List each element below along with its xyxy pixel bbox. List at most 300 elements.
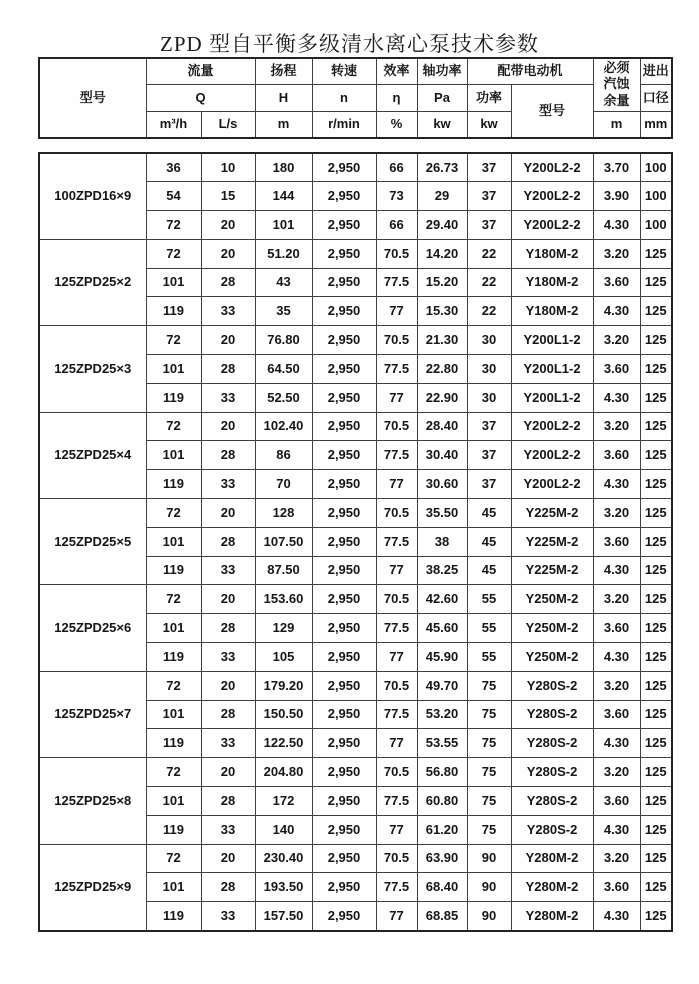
data-cell-npsh-m: 4.30 — [593, 815, 640, 844]
data-cell-q-m3h: 72 — [146, 499, 201, 528]
data-cell-efficiency-pct: 70.5 — [376, 499, 417, 528]
pump-model-cell: 100ZPD16×9 — [39, 153, 146, 239]
data-cell-port-dn-mm: 125 — [640, 499, 672, 528]
data-cell-motor-power-kw: 75 — [467, 729, 511, 758]
data-cell-motor-model: Y280S-2 — [511, 729, 593, 758]
header-row-1 — [39, 58, 672, 85]
data-cell-npsh-m: 3.20 — [593, 585, 640, 614]
data-cell-q-m3h: 119 — [146, 815, 201, 844]
header-head-unit: m — [255, 111, 312, 138]
data-cell-efficiency-pct: 70.5 — [376, 412, 417, 441]
header-flow-unit-ls: L/s — [201, 111, 255, 138]
data-cell-efficiency-pct: 77 — [376, 470, 417, 499]
data-cell-efficiency-pct: 70.5 — [376, 585, 417, 614]
data-cell-npsh-m: 3.60 — [593, 441, 640, 470]
data-cell-motor-power-kw: 22 — [467, 239, 511, 268]
data-cell-q-ls: 33 — [201, 902, 255, 931]
data-cell-speed-rpm: 2,950 — [312, 297, 376, 326]
data-cell-motor-power-kw: 37 — [467, 441, 511, 470]
data-cell-q-m3h: 72 — [146, 211, 201, 240]
data-cell-npsh-m: 3.60 — [593, 700, 640, 729]
data-cell-q-m3h: 36 — [146, 153, 201, 182]
pump-model-cell: 125ZPD25×2 — [39, 239, 146, 325]
data-cell-motor-power-kw: 37 — [467, 182, 511, 211]
data-cell-efficiency-pct: 73 — [376, 182, 417, 211]
data-cell-head-m: 107.50 — [255, 527, 312, 556]
data-cell-port-dn-mm: 125 — [640, 758, 672, 787]
data-cell-q-ls: 20 — [201, 239, 255, 268]
pump-model-cell: 125ZPD25×4 — [39, 412, 146, 498]
data-cell-motor-model: Y200L1-2 — [511, 326, 593, 355]
table-row — [39, 326, 672, 355]
data-cell-npsh-m: 4.30 — [593, 643, 640, 672]
data-cell-q-m3h: 101 — [146, 787, 201, 816]
data-cell-port-dn-mm: 125 — [640, 671, 672, 700]
data-cell-q-m3h: 72 — [146, 412, 201, 441]
header-flow-label: 流量 — [146, 58, 255, 85]
data-cell-speed-rpm: 2,950 — [312, 182, 376, 211]
data-cell-q-ls: 20 — [201, 585, 255, 614]
data-cell-head-m: 204.80 — [255, 758, 312, 787]
data-cell-motor-power-kw: 22 — [467, 268, 511, 297]
pump-model-cell: 125ZPD25×9 — [39, 844, 146, 930]
data-cell-q-ls: 20 — [201, 844, 255, 873]
data-cell-shaft-power-kw: 21.30 — [417, 326, 467, 355]
header-shaft-power-unit: kw — [417, 111, 467, 138]
data-cell-speed-rpm: 2,950 — [312, 556, 376, 585]
header-efficiency-unit: % — [376, 111, 417, 138]
data-cell-npsh-m: 3.20 — [593, 326, 640, 355]
data-cell-motor-model: Y180M-2 — [511, 297, 593, 326]
table-row — [39, 412, 672, 441]
data-cell-head-m: 179.20 — [255, 671, 312, 700]
data-cell-motor-model: Y200L2-2 — [511, 441, 593, 470]
data-cell-npsh-m: 4.30 — [593, 297, 640, 326]
data-cell-q-ls: 20 — [201, 499, 255, 528]
data-cell-shaft-power-kw: 35.50 — [417, 499, 467, 528]
data-cell-q-ls: 33 — [201, 729, 255, 758]
data-cell-npsh-m: 4.30 — [593, 556, 640, 585]
pump-model-cell: 125ZPD25×3 — [39, 326, 146, 412]
table-row — [39, 499, 672, 528]
data-cell-motor-power-kw: 75 — [467, 700, 511, 729]
data-cell-motor-power-kw: 45 — [467, 527, 511, 556]
data-cell-efficiency-pct: 70.5 — [376, 239, 417, 268]
data-cell-port-dn-mm: 125 — [640, 239, 672, 268]
data-cell-npsh-m: 4.30 — [593, 729, 640, 758]
data-cell-port-dn-mm: 125 — [640, 614, 672, 643]
data-cell-efficiency-pct: 77 — [376, 815, 417, 844]
data-cell-q-m3h: 72 — [146, 585, 201, 614]
data-cell-motor-power-kw: 30 — [467, 355, 511, 384]
data-cell-motor-power-kw: 30 — [467, 383, 511, 412]
data-cell-shaft-power-kw: 29.40 — [417, 211, 467, 240]
data-cell-shaft-power-kw: 60.80 — [417, 787, 467, 816]
header-port-label-line1: 进出 — [640, 58, 672, 85]
data-cell-npsh-m: 3.60 — [593, 268, 640, 297]
data-cell-efficiency-pct: 77.5 — [376, 700, 417, 729]
data-cell-head-m: 51.20 — [255, 239, 312, 268]
data-cell-motor-power-kw: 90 — [467, 902, 511, 931]
data-cell-port-dn-mm: 100 — [640, 182, 672, 211]
header-efficiency-symbol: η — [376, 85, 417, 112]
data-cell-efficiency-pct: 66 — [376, 153, 417, 182]
data-cell-port-dn-mm: 125 — [640, 873, 672, 902]
data-cell-q-ls: 33 — [201, 383, 255, 412]
data-cell-q-ls: 28 — [201, 873, 255, 902]
table-row — [39, 844, 672, 873]
data-cell-q-ls: 15 — [201, 182, 255, 211]
data-cell-motor-model: Y200L2-2 — [511, 412, 593, 441]
data-cell-q-m3h: 101 — [146, 441, 201, 470]
data-cell-speed-rpm: 2,950 — [312, 268, 376, 297]
data-cell-motor-power-kw: 45 — [467, 499, 511, 528]
header-motor-label: 配带电动机 — [467, 58, 593, 85]
data-cell-speed-rpm: 2,950 — [312, 441, 376, 470]
data-cell-motor-power-kw: 37 — [467, 153, 511, 182]
data-cell-npsh-m: 4.30 — [593, 470, 640, 499]
data-cell-speed-rpm: 2,950 — [312, 729, 376, 758]
data-cell-motor-power-kw: 75 — [467, 815, 511, 844]
data-cell-efficiency-pct: 77.5 — [376, 441, 417, 470]
data-cell-speed-rpm: 2,950 — [312, 470, 376, 499]
data-cell-port-dn-mm: 125 — [640, 556, 672, 585]
data-cell-motor-model: Y200L1-2 — [511, 355, 593, 384]
data-cell-speed-rpm: 2,950 — [312, 902, 376, 931]
data-cell-head-m: 193.50 — [255, 873, 312, 902]
data-cell-motor-model: Y280M-2 — [511, 902, 593, 931]
data-cell-q-m3h: 72 — [146, 844, 201, 873]
data-cell-port-dn-mm: 125 — [640, 902, 672, 931]
data-cell-head-m: 144 — [255, 182, 312, 211]
data-cell-motor-model: Y200L2-2 — [511, 211, 593, 240]
data-cell-npsh-m: 3.70 — [593, 153, 640, 182]
data-cell-head-m: 87.50 — [255, 556, 312, 585]
data-cell-npsh-m: 4.30 — [593, 211, 640, 240]
data-cell-q-ls: 33 — [201, 556, 255, 585]
data-cell-npsh-m: 3.20 — [593, 412, 640, 441]
data-cell-npsh-m: 3.20 — [593, 671, 640, 700]
data-cell-q-ls: 28 — [201, 527, 255, 556]
data-cell-head-m: 128 — [255, 499, 312, 528]
data-cell-q-m3h: 119 — [146, 470, 201, 499]
data-cell-motor-model: Y180M-2 — [511, 268, 593, 297]
data-cell-port-dn-mm: 100 — [640, 153, 672, 182]
data-cell-efficiency-pct: 70.5 — [376, 758, 417, 787]
data-cell-motor-model: Y200L2-2 — [511, 470, 593, 499]
header-flow-symbol: Q — [146, 85, 255, 112]
data-cell-npsh-m: 3.60 — [593, 787, 640, 816]
data-cell-head-m: 157.50 — [255, 902, 312, 931]
data-cell-q-ls: 20 — [201, 758, 255, 787]
header-npsh-label: 必须汽蚀余量 — [593, 58, 640, 111]
data-cell-q-ls: 20 — [201, 671, 255, 700]
data-cell-q-ls: 28 — [201, 268, 255, 297]
data-cell-port-dn-mm: 100 — [640, 211, 672, 240]
data-cell-speed-rpm: 2,950 — [312, 153, 376, 182]
data-cell-port-dn-mm: 125 — [640, 470, 672, 499]
data-cell-port-dn-mm: 125 — [640, 787, 672, 816]
data-cell-port-dn-mm: 125 — [640, 815, 672, 844]
data-cell-q-ls: 20 — [201, 211, 255, 240]
data-cell-q-ls: 33 — [201, 470, 255, 499]
data-cell-motor-model: Y225M-2 — [511, 556, 593, 585]
header-head-label: 扬程 — [255, 58, 312, 85]
data-cell-q-m3h: 119 — [146, 297, 201, 326]
data-cell-port-dn-mm: 125 — [640, 844, 672, 873]
data-cell-speed-rpm: 2,950 — [312, 239, 376, 268]
data-cell-q-m3h: 119 — [146, 556, 201, 585]
data-cell-motor-power-kw: 45 — [467, 556, 511, 585]
data-cell-motor-model: Y250M-2 — [511, 643, 593, 672]
data-cell-speed-rpm: 2,950 — [312, 815, 376, 844]
data-cell-efficiency-pct: 77 — [376, 297, 417, 326]
data-cell-q-ls: 28 — [201, 441, 255, 470]
data-cell-motor-power-kw: 37 — [467, 412, 511, 441]
data-cell-head-m: 35 — [255, 297, 312, 326]
data-cell-npsh-m: 3.90 — [593, 182, 640, 211]
data-cell-q-ls: 33 — [201, 815, 255, 844]
data-cell-motor-power-kw: 37 — [467, 470, 511, 499]
data-cell-speed-rpm: 2,950 — [312, 355, 376, 384]
data-cell-head-m: 52.50 — [255, 383, 312, 412]
data-cell-motor-power-kw: 37 — [467, 211, 511, 240]
data-cell-port-dn-mm: 125 — [640, 297, 672, 326]
data-cell-motor-power-kw: 75 — [467, 758, 511, 787]
data-cell-q-m3h: 72 — [146, 758, 201, 787]
data-cell-head-m: 122.50 — [255, 729, 312, 758]
data-cell-q-ls: 33 — [201, 643, 255, 672]
data-cell-efficiency-pct: 70.5 — [376, 671, 417, 700]
data-cell-shaft-power-kw: 53.55 — [417, 729, 467, 758]
data-cell-shaft-power-kw: 29 — [417, 182, 467, 211]
data-cell-port-dn-mm: 125 — [640, 527, 672, 556]
data-cell-speed-rpm: 2,950 — [312, 671, 376, 700]
data-cell-speed-rpm: 2,950 — [312, 527, 376, 556]
data-cell-port-dn-mm: 125 — [640, 268, 672, 297]
data-cell-motor-power-kw: 90 — [467, 873, 511, 902]
data-cell-motor-power-kw: 22 — [467, 297, 511, 326]
data-cell-q-ls: 28 — [201, 787, 255, 816]
data-cell-speed-rpm: 2,950 — [312, 383, 376, 412]
data-cell-npsh-m: 3.60 — [593, 355, 640, 384]
data-cell-speed-rpm: 2,950 — [312, 643, 376, 672]
data-cell-motor-model: Y225M-2 — [511, 499, 593, 528]
data-cell-shaft-power-kw: 61.20 — [417, 815, 467, 844]
data-cell-port-dn-mm: 125 — [640, 585, 672, 614]
data-cell-shaft-power-kw: 53.20 — [417, 700, 467, 729]
data-cell-speed-rpm: 2,950 — [312, 700, 376, 729]
data-cell-q-m3h: 101 — [146, 873, 201, 902]
data-cell-head-m: 230.40 — [255, 844, 312, 873]
data-cell-speed-rpm: 2,950 — [312, 614, 376, 643]
data-cell-q-ls: 20 — [201, 326, 255, 355]
data-cell-shaft-power-kw: 45.90 — [417, 643, 467, 672]
data-cell-efficiency-pct: 70.5 — [376, 844, 417, 873]
header-head-symbol: H — [255, 85, 312, 112]
data-cell-efficiency-pct: 77.5 — [376, 787, 417, 816]
data-cell-head-m: 150.50 — [255, 700, 312, 729]
data-cell-motor-model: Y280S-2 — [511, 700, 593, 729]
data-cell-motor-model: Y200L2-2 — [511, 153, 593, 182]
data-cell-efficiency-pct: 77 — [376, 383, 417, 412]
data-cell-motor-model: Y280S-2 — [511, 815, 593, 844]
data-cell-q-m3h: 101 — [146, 268, 201, 297]
data-cell-q-m3h: 101 — [146, 614, 201, 643]
data-cell-head-m: 102.40 — [255, 412, 312, 441]
header-speed-symbol: n — [312, 85, 376, 112]
header-motor-model-label: 型号 — [511, 85, 593, 138]
data-cell-port-dn-mm: 125 — [640, 700, 672, 729]
data-cell-port-dn-mm: 125 — [640, 441, 672, 470]
pump-model-cell: 125ZPD25×8 — [39, 758, 146, 844]
data-cell-port-dn-mm: 125 — [640, 383, 672, 412]
data-table — [38, 152, 673, 932]
data-cell-efficiency-pct: 77.5 — [376, 873, 417, 902]
data-cell-motor-power-kw: 55 — [467, 585, 511, 614]
data-cell-motor-model: Y280S-2 — [511, 671, 593, 700]
pump-model-cell: 125ZPD25×5 — [39, 499, 146, 585]
data-cell-head-m: 140 — [255, 815, 312, 844]
data-cell-shaft-power-kw: 22.90 — [417, 383, 467, 412]
data-cell-efficiency-pct: 77.5 — [376, 614, 417, 643]
data-cell-q-m3h: 54 — [146, 182, 201, 211]
data-cell-motor-model: Y280S-2 — [511, 787, 593, 816]
data-cell-head-m: 64.50 — [255, 355, 312, 384]
data-cell-shaft-power-kw: 30.40 — [417, 441, 467, 470]
data-cell-speed-rpm: 2,950 — [312, 758, 376, 787]
header-shaft-power-label: 轴功率 — [417, 58, 467, 85]
data-cell-q-m3h: 119 — [146, 643, 201, 672]
data-cell-motor-power-kw: 75 — [467, 787, 511, 816]
data-cell-npsh-m: 3.20 — [593, 758, 640, 787]
data-cell-npsh-m: 3.20 — [593, 239, 640, 268]
data-cell-q-m3h: 72 — [146, 239, 201, 268]
data-cell-motor-power-kw: 55 — [467, 614, 511, 643]
data-cell-shaft-power-kw: 28.40 — [417, 412, 467, 441]
data-cell-head-m: 180 — [255, 153, 312, 182]
table-row — [39, 758, 672, 787]
data-cell-npsh-m: 3.60 — [593, 873, 640, 902]
data-cell-q-ls: 28 — [201, 700, 255, 729]
data-cell-efficiency-pct: 66 — [376, 211, 417, 240]
table-row — [39, 153, 672, 182]
data-cell-head-m: 105 — [255, 643, 312, 672]
data-cell-port-dn-mm: 125 — [640, 412, 672, 441]
data-cell-shaft-power-kw: 26.73 — [417, 153, 467, 182]
data-cell-efficiency-pct: 77 — [376, 643, 417, 672]
table-row — [39, 671, 672, 700]
data-cell-speed-rpm: 2,950 — [312, 412, 376, 441]
data-cell-q-m3h: 72 — [146, 326, 201, 355]
header-motor-power-unit: kw — [467, 111, 511, 138]
table-row — [39, 239, 672, 268]
header-model-label: 型号 — [39, 58, 146, 138]
data-cell-q-ls: 20 — [201, 412, 255, 441]
header-port-unit: mm — [640, 111, 672, 138]
data-cell-efficiency-pct: 77 — [376, 556, 417, 585]
data-cell-motor-model: Y250M-2 — [511, 585, 593, 614]
data-cell-motor-model: Y200L2-2 — [511, 182, 593, 211]
data-cell-npsh-m: 3.20 — [593, 499, 640, 528]
header-table — [38, 57, 673, 139]
data-cell-motor-model: Y250M-2 — [511, 614, 593, 643]
data-cell-port-dn-mm: 125 — [640, 643, 672, 672]
data-cell-port-dn-mm: 125 — [640, 326, 672, 355]
data-cell-efficiency-pct: 77.5 — [376, 355, 417, 384]
data-cell-q-m3h: 119 — [146, 729, 201, 758]
data-cell-motor-model: Y200L1-2 — [511, 383, 593, 412]
data-cell-motor-model: Y280M-2 — [511, 873, 593, 902]
data-cell-q-ls: 28 — [201, 355, 255, 384]
data-cell-shaft-power-kw: 15.20 — [417, 268, 467, 297]
header-efficiency-label: 效率 — [376, 58, 417, 85]
data-cell-motor-model: Y280M-2 — [511, 844, 593, 873]
data-cell-speed-rpm: 2,950 — [312, 844, 376, 873]
data-cell-efficiency-pct: 77.5 — [376, 268, 417, 297]
data-cell-head-m: 101 — [255, 211, 312, 240]
header-port-label-line2: 口径 — [640, 85, 672, 112]
data-cell-speed-rpm: 2,950 — [312, 211, 376, 240]
data-cell-head-m: 76.80 — [255, 326, 312, 355]
data-cell-shaft-power-kw: 68.85 — [417, 902, 467, 931]
data-cell-q-m3h: 101 — [146, 700, 201, 729]
data-cell-q-ls: 28 — [201, 614, 255, 643]
data-cell-head-m: 172 — [255, 787, 312, 816]
data-cell-speed-rpm: 2,950 — [312, 326, 376, 355]
data-cell-head-m: 70 — [255, 470, 312, 499]
header-flow-unit-m3h: m³/h — [146, 111, 201, 138]
data-cell-q-ls: 10 — [201, 153, 255, 182]
data-cell-q-m3h: 119 — [146, 383, 201, 412]
data-cell-npsh-m: 4.30 — [593, 383, 640, 412]
data-cell-npsh-m: 3.60 — [593, 527, 640, 556]
data-cell-q-m3h: 72 — [146, 671, 201, 700]
data-cell-q-ls: 33 — [201, 297, 255, 326]
data-cell-shaft-power-kw: 42.60 — [417, 585, 467, 614]
page-title: ZPD 型自平衡多级清水离心泵技术参数 — [160, 32, 539, 56]
data-cell-motor-model: Y180M-2 — [511, 239, 593, 268]
data-cell-motor-model: Y225M-2 — [511, 527, 593, 556]
data-cell-motor-power-kw: 30 — [467, 326, 511, 355]
header-npsh-unit: m — [593, 111, 640, 138]
pump-model-cell: 125ZPD25×6 — [39, 585, 146, 671]
data-cell-speed-rpm: 2,950 — [312, 499, 376, 528]
header-motor-power-label: 功率 — [467, 85, 511, 112]
data-cell-motor-model: Y280S-2 — [511, 758, 593, 787]
header-speed-label: 转速 — [312, 58, 376, 85]
data-cell-npsh-m: 4.30 — [593, 902, 640, 931]
data-cell-speed-rpm: 2,950 — [312, 787, 376, 816]
data-cell-head-m: 153.60 — [255, 585, 312, 614]
data-cell-shaft-power-kw: 56.80 — [417, 758, 467, 787]
data-cell-head-m: 86 — [255, 441, 312, 470]
data-cell-shaft-power-kw: 15.30 — [417, 297, 467, 326]
data-cell-speed-rpm: 2,950 — [312, 585, 376, 614]
data-cell-shaft-power-kw: 22.80 — [417, 355, 467, 384]
data-cell-head-m: 43 — [255, 268, 312, 297]
data-cell-shaft-power-kw: 45.60 — [417, 614, 467, 643]
data-cell-shaft-power-kw: 14.20 — [417, 239, 467, 268]
data-cell-npsh-m: 3.60 — [593, 614, 640, 643]
pump-model-cell: 125ZPD25×7 — [39, 671, 146, 757]
data-cell-shaft-power-kw: 38 — [417, 527, 467, 556]
data-cell-shaft-power-kw: 63.90 — [417, 844, 467, 873]
data-cell-efficiency-pct: 77.5 — [376, 527, 417, 556]
data-cell-efficiency-pct: 70.5 — [376, 326, 417, 355]
data-cell-shaft-power-kw: 49.70 — [417, 671, 467, 700]
data-cell-port-dn-mm: 125 — [640, 355, 672, 384]
